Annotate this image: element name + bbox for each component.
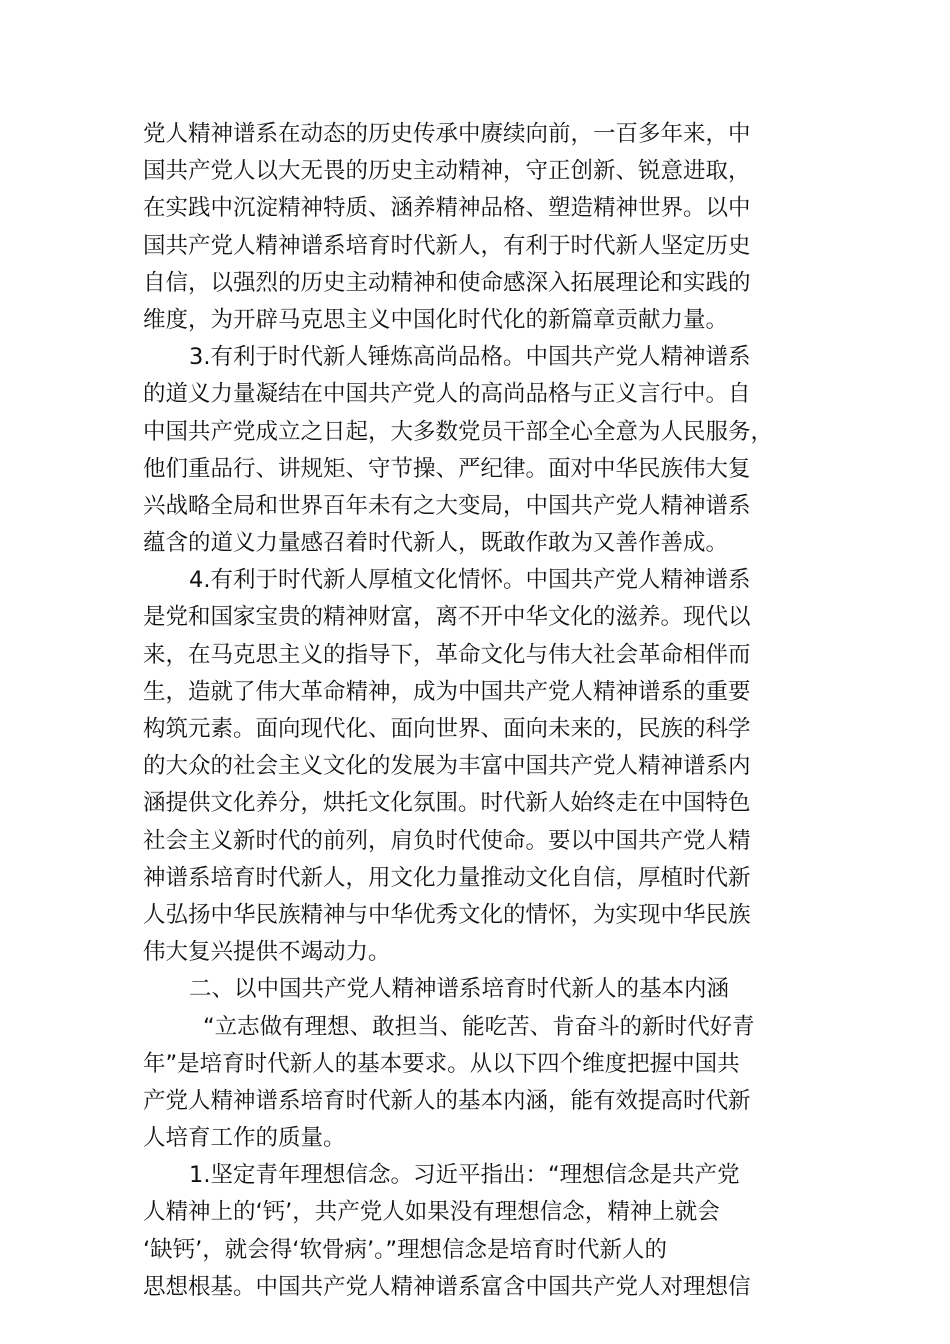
text-line: 中国共产党成立之日起，大多数党员干部全心全意为人民服务， — [143, 418, 774, 445]
text-line: 人培育工作的质量。 — [143, 1125, 346, 1152]
paragraph-heading-1: 1.坚定青年理想信念。习近平指出：“理想信念是共产党 — [189, 1162, 740, 1189]
text-line: 他们重品行、讲规矩、守节操、严纪律。面对中华民族伟大复 — [143, 455, 751, 482]
text-line: 的大众的社会主义文化的发展为丰富中国共产党人精神谱系内 — [143, 753, 751, 780]
text-line: 兴战略全局和世界百年未有之大变局，中国共产党人精神谱系 — [143, 492, 751, 519]
text-line: 在实践中沉淀精神特质、涵养精神品格、塑造精神世界。以中 — [143, 195, 751, 222]
text-line: 思想根基。中国共产党人精神谱系富含中国共产党人对理想信 — [143, 1273, 751, 1300]
text-line: 年”是培育时代新人的基本要求。从以下四个维度把握中国共 — [143, 1050, 740, 1077]
text-line: 构筑元素。面向现代化、面向世界、面向未来的，民族的科学 — [143, 716, 751, 742]
text-line: 蕴含的道义力量感召着时代新人，既敢作敢为又善作善成。 — [143, 530, 729, 557]
paragraph-heading-3: 3.有利于时代新人锤炼高尚品格。中国共产党人精神谱系 — [189, 344, 751, 371]
text-line: 的道义力量凝结在中国共产党人的高尚品格与正义言行中。自 — [143, 381, 751, 408]
text-line: 产党人精神谱系培育时代新人的基本内涵，能有效提高时代新 — [143, 1087, 751, 1114]
text-line: ‘缺钙’，就会得‘软骨病’。”理想信念是培育时代新人的 — [143, 1236, 668, 1263]
text-line: 神谱系培育时代新人，用文化力量推动文化自信，厚植时代新 — [143, 864, 751, 891]
text-line: 来，在马克思主义的指导下，革命文化与伟大社会革命相伴而 — [143, 641, 751, 668]
text-line: 人精神上的‘钙’，共产党人如果没有理想信念，精神上就会 — [143, 1199, 720, 1226]
text-line: 自信，以强烈的历史主动精神和使命感深入拓展理论和实践的 — [143, 269, 751, 296]
text-line: 人弘扬中华民族精神与中华优秀文化的情怀，为实现中华民族 — [143, 901, 751, 928]
text-line: 国共产党人精神谱系培育时代新人，有利于时代新人坚定历史 — [143, 232, 751, 259]
text-line: “立志做有理想、敢担当、能吃苦、肯奋斗的新时代好青 — [203, 1013, 755, 1040]
document-page — [143, 116, 807, 1306]
text-line: 维度，为开辟马克思主义中国化时代化的新篇章贡献力量。 — [143, 306, 729, 333]
text-line: 社会主义新时代的前列，肩负时代使命。要以中国共产党人精 — [143, 827, 751, 854]
text-line: 涵提供文化养分，烘托文化氛围。时代新人始终走在中国特色 — [143, 790, 751, 817]
text-line: 伟大复兴提供不竭动力。 — [143, 939, 391, 966]
text-line: 党人精神谱系在动态的历史传承中赓续向前，一百多年来，中 — [143, 121, 751, 147]
paragraph-heading-4: 4.有利于时代新人厚植文化情怀。中国共产党人精神谱系 — [189, 567, 751, 594]
text-line: 生，造就了伟大革命精神，成为中国共产党人精神谱系的重要 — [143, 678, 751, 705]
section-heading: 二、以中国共产党人精神谱系培育时代新人的基本内涵 — [189, 976, 730, 1003]
text-line: 是党和国家宝贵的精神财富，离不开中华文化的滋养。现代以 — [143, 604, 751, 631]
text-line: 国共产党人以大无畏的历史主动精神，守正创新、锐意进取， — [143, 158, 751, 185]
